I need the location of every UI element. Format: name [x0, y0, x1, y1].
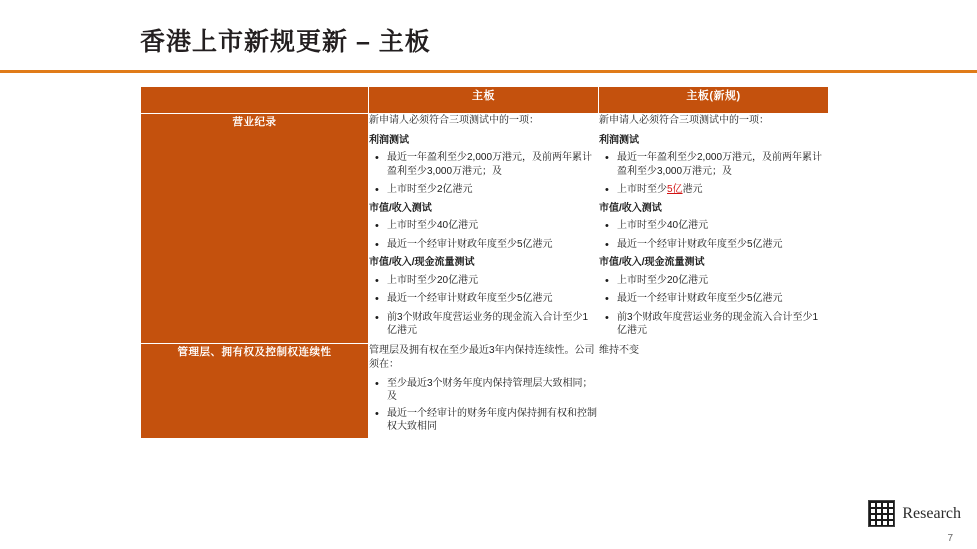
column-header-old: 主板 [369, 87, 599, 114]
cell-track-record-new [599, 114, 829, 344]
logo-label: Research [902, 504, 961, 522]
list-item-highlighted [615, 183, 828, 197]
cell-lead-text: 新申请人必须符合三项测试中的一项： [369, 115, 539, 126]
slide-header [0, 0, 977, 72]
table-header-row [141, 87, 829, 114]
qr-code-icon [868, 500, 895, 527]
list-item: • 前3个财政年度营运业务的现金流入合计至少1亿港元 [385, 311, 598, 338]
list-item: • 最近一年盈利至少2,000万港元，及前两年累计盈利至少3,000万港元；及 [615, 151, 828, 178]
table-header [141, 87, 829, 114]
subhead-market-cap-revenue-cashflow-test: 市值/收入/现金流量测试 [599, 257, 705, 268]
subhead-market-cap-revenue-test: 市值/收入测试 [369, 202, 432, 214]
subhead-profit-test: 利润测试 [599, 134, 639, 146]
page-number: 7 [947, 533, 953, 544]
subhead-market-cap-revenue-test: 市值/收入测试 [599, 202, 662, 214]
list-item: • 最近一个经审计财政年度至少5亿港元 [385, 292, 598, 306]
list-item: • 上市时至少20亿港元 [615, 274, 828, 288]
cell-track-record-old [369, 114, 599, 344]
row-label-management-continuity: 管理层、拥有权及控制权连续性 [141, 343, 369, 438]
list-item: • 最近一个经审计财政年度至少5亿港元 [385, 238, 598, 252]
subhead-profit-test: 利润测试 [369, 134, 409, 146]
table-row [141, 343, 829, 438]
bullet-list-market-cap-revenue-cashflow-test [599, 274, 828, 338]
bullet-list-profit-test [599, 151, 828, 197]
table-corner-cell [141, 87, 369, 114]
list-item: • 最近一个经审计的财务年度内保持拥有权和控制权大致相同 [385, 407, 598, 434]
row-label-track-record: 营业纪录 [141, 114, 369, 344]
list-item: • 上市时至少40亿港元 [385, 219, 598, 233]
list-item: • 前3个财政年度营运业务的现金流入合计至少1亿港元 [615, 311, 828, 338]
cell-lead-text: 管理层及拥有权在至少最近3年内保持连续性。公司须在： [369, 344, 595, 370]
bullet-list-market-cap-revenue-test [599, 219, 828, 251]
list-item: • 最近一个经审计财政年度至少5亿港元 [615, 292, 828, 306]
list-item-prefix: 上市时至少 [617, 184, 667, 195]
list-item-suffix: 港元 [682, 184, 703, 195]
cell-text: 维持不变 [599, 344, 639, 356]
comparison-table-container [140, 86, 828, 439]
list-item: • 上市时至少2亿港元 [385, 183, 598, 197]
comparison-table [140, 86, 829, 439]
research-logo [868, 500, 961, 527]
header-divider [0, 70, 977, 73]
table-row [141, 114, 829, 344]
bullet-list-market-cap-revenue-cashflow-test [369, 274, 598, 338]
list-item: • 上市时至少40亿港元 [615, 219, 828, 233]
cell-management-continuity-old [369, 343, 599, 438]
list-item: • 最近一个经审计财政年度至少5亿港元 [615, 238, 828, 252]
table-body [141, 114, 829, 439]
list-item: • 至少最近3个财务年度内保持管理层大致相同；及 [385, 377, 598, 404]
page-title: 香港上市新规更新 – 主板 [140, 28, 431, 56]
highlighted-value: 5亿 [667, 184, 683, 195]
bullet-list-management-continuity [369, 377, 598, 434]
column-header-new: 主板(新规) [599, 87, 829, 114]
subhead-market-cap-revenue-cashflow-test: 市值/收入/现金流量测试 [369, 257, 475, 268]
list-item: • 上市时至少20亿港元 [385, 274, 598, 288]
cell-management-continuity-new [599, 343, 829, 438]
bullet-list-profit-test [369, 151, 598, 197]
cell-lead-text: 新申请人必须符合三项测试中的一项： [599, 115, 769, 126]
list-item: • 最近一年盈利至少2,000万港元，及前两年累计盈利至少3,000万港元；及 [385, 151, 598, 178]
bullet-list-market-cap-revenue-test [369, 219, 598, 251]
